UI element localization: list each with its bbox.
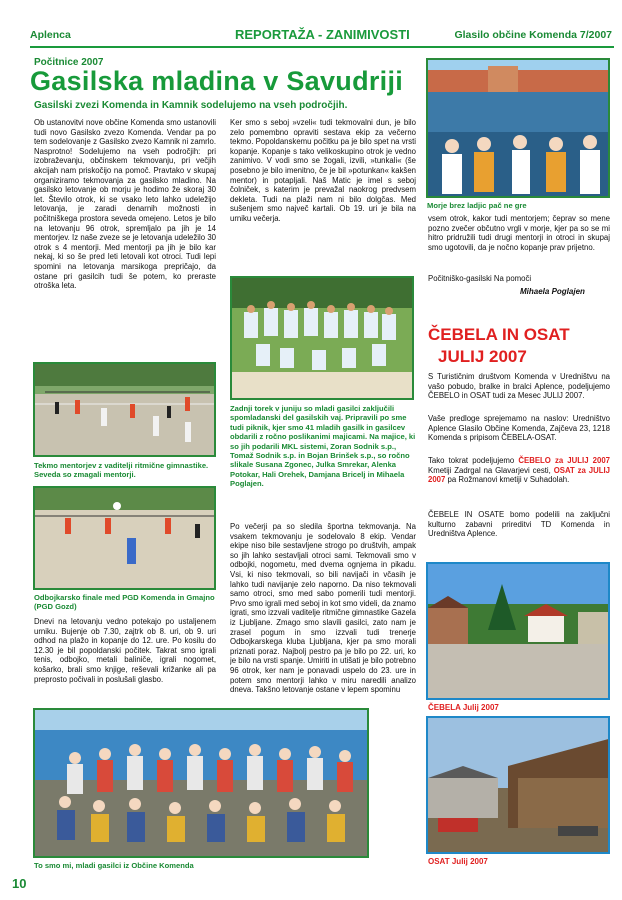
cebela-osat-paragraph-3 — [428, 456, 610, 485]
photo-osat-farm — [426, 716, 610, 854]
header-section: REPORTAŽA - ZANIMIVOSTI — [235, 27, 410, 42]
article-column-3-end: Počitniško-gasilski Na pomoči — [428, 274, 532, 283]
article-title: Gasilska mladina v Savudriji — [30, 66, 404, 96]
award-osat: OSAT za JULIJ 2007 — [428, 465, 610, 485]
cebela-osat-title — [428, 324, 570, 368]
cebela-osat-paragraph-1: S Turističnim društvom Komenda v Uredništvu na vašo pobudo, bralke in bralci Aplence, podeljujemo ČEBELO in OSAT tudi za Mesec JULIJ 2007. — [428, 372, 610, 401]
header-publication: Aplenca — [30, 29, 71, 41]
article-column-1-top: Ob ustanovitvi nove občine Komenda smo ustanovili tudi novo Gasilsko zvezo Komenda. Vendar pa po tem sodelovanje z Gasilsko zvezo Kamnik ni zamrlo. Nasprotno! Sodelujemo na vseh področjih: pri izobraževanju, občinskem tekmovanju, pri večjih akcijah nam priskočijo na pomoč. Pravtako v skupaj organiziramo tekmovanja za gasilsko mladino. Na gasilsko letovanje ob morju je hodimo že skoraj 30 let. Število otrok, ki se vsako leto lahko udeležijo letovanja, je zaradi denarnih možnosti in počitniškega prostora seveda omejeno. Letos je bilo na letovanju 96 otrok, spremljalo pa jih je 14 mentorjev. Iz naše zveze se je letovanja udeležilo 30 otrok s 4 mentorji. Med mentorji pa jih je bilo kar nekaj, ki so še pred leti letovali kot otroci. Tudi lepi spomini na letovanja marsikoga prepričajo, da ostane pri gasilcih tudi še potem, ko preraste otroška leta. — [34, 118, 216, 291]
cebela-osat-title-line2: JULIJ 2007 — [438, 347, 527, 366]
paragraph-3-text-b: Kmetiji Zadrgal na Glavarjevi cesti, — [428, 465, 554, 475]
page-number: 10 — [12, 876, 27, 891]
photo-group-sea — [33, 708, 369, 858]
award-cebela: ČEBELO za JULIJ 2007 — [518, 456, 610, 465]
article-column-2-top: Ker smo s seboj »vzeli« tudi tekmovalni dun, je bilo zelo pomembno opraviti sestava ekip za večerno tekmo. Popoldanskemu počitku pa je bilo spet na vrsti kopanje. Kopanje s tako velikoskupino otrok je vedno zanimivo. V vodi smo se žogali, izvili, »tunkali« (še posebno je bilo imenitno, če je bil »potunkan« kakšen mentor) in potapljali. Naš Matic je imel s seboj čolniček, s katerim je prevažal naokrog predvsem dekleta. Tudi na plaži nam ni bilo dolgčas. Med sušenjem smo največ kartali. Ob 19. uri je bila na urniku večerja. — [230, 118, 416, 223]
photo-boat-children — [426, 58, 610, 198]
photo-cebela-farm — [426, 562, 610, 700]
photo-volleyball-final — [33, 486, 216, 590]
cebela-osat-paragraph-2: Vaše predloge sprejemamo na naslov: Uredništvo Aplence Glasilo Občine Komenda, Zajčeva 23, 1218 Komenda s pripisom ČEBELA-OSAT. — [428, 414, 610, 443]
photo-caption-osat: OSAT Julij 2007 — [428, 857, 488, 866]
cebela-osat-paragraph-4: ČEBELE IN OSATE bomo podelili na zaključni kulturno zabavni prireditvi TD Komenda in Uredništva Aplence. — [428, 510, 610, 539]
article-column-1-bottom: Dnevi na letovanju vedno potekajo po ustaljenem urniku. Bujenje ob 7.30, zajtrk ob 8. uri, ob 9. uri odhod na plažo in kopanje do 12. ure. Po kosilu do 12.30 je bil popoldanski počitek. Takrat smo igrali tenis, odbojko, metali baliniče, igrali nogomet, košarko, brali smo knjige, reševali križanke ali pa preprosto počivali in poslušali glasbo. — [34, 617, 216, 684]
article-column-3: vsem otrok, kakor tudi mentorjem; čeprav so mene pozno zvečer občutno vrgli v morje, kjer pa so se mi hitro pridružili tudi drugi mentorji in otroci in skupaj smo ugotovili, da je nočno kopanje prav prijetno. — [428, 214, 610, 252]
photo-caption-5: To smo mi, mladi gasilci iz Občine Komenda — [34, 861, 194, 870]
photo-caption-3: Zadnji torek v juniju so mladi gasilci zaključili spomladanski del gasilskih vaj. Pripravili po sme tudi piknik, kjer smo 41 mladih gasilk in gasilcev obdarili z ročno poslikanimi majicami. Na majice, ki so jih podarili MKL sistemi, Zoran Sodnik s.p., Tomaž Sodnik s.p. in Bojan Brinšek s.p., so ročno slikale Susana Zgonec, Julka Smrekar, Alenka Potokar, Hali Orehek, Damjana Bricelj in Mihaela Poglajen. — [230, 404, 416, 489]
photo-caption-cebela: ČEBELA Julij 2007 — [428, 703, 499, 712]
paragraph-3-text-a: Tako tokrat podeljujemo — [428, 456, 519, 465]
paragraph-3-text-c: pa Rožmanovi kmetiji v Suhadolah. — [445, 475, 570, 485]
article-subtitle: Gasilski zvezi Komenda in Kamnik sodelujemo na vseh področjih. — [34, 100, 348, 111]
article-kicker: Počitnice 2007 — [34, 57, 104, 68]
photo-caption-2: Odbojkarsko finale med PGD Komenda in Gmajno (PGD Gozd) — [34, 593, 215, 612]
header-issue: Glasilo občine Komenda 7/2007 — [454, 29, 612, 41]
photo-volleyball-court — [33, 362, 216, 457]
page-header — [30, 26, 614, 48]
article-column-2-bottom: Po večerji pa so sledila športna tekmovanja. Na vsakem tekmovanju je sodelovalo 8 ekip. Vendar ekipe niso bile sestavljene strogo po društvih, ampak so jih lahko sestavljali otroci sami. Tekmovali smo v odbojki, nogometu, med dvema ognjema in pikadu. Vsi, ki niso tekmovali, so bili navijači in včasih je lahko tudi navijanje zelo naporno. Da niso tekmovali samo otroci, smo med sabo pomerili tudi mentorji. Prvo smo igrali med seboj in kot smo videli, da znamo igrati, smo izzvali vaditelje ritmične gimnastike Gazela iz Ljubljane. Zmago smo slavili gasilci, zato nam je zrasel pogum in smo izzvali tudi trenerje Odbojkarskega kluba Ljubljana, kjer pa smo morali priznati poraz. Najbolj pestro pa je bilo po 22. uri, ko je bilo na vrsti spanje. Umiriti in utišati je bilo potrebno 96 otrok, ker nam je ponavadi uspelo do 23. ure in potem smo mentorji lahko v miru naredili analizo dneva. Takšno letovanje ostane v lepem spominu — [230, 522, 416, 695]
photo-group-tshirts — [230, 276, 414, 400]
photo-caption-1: Tekmo mentorjev z vaditelji ritmične gimnastike. Seveda so zmagali mentorji. — [34, 461, 209, 480]
cebela-osat-title-line1: ČEBELA IN OSAT — [428, 325, 570, 344]
photo-caption-4: Morje brez ladjic pač ne gre — [427, 201, 527, 210]
article-signature: Mihaela Poglajen — [520, 287, 585, 296]
